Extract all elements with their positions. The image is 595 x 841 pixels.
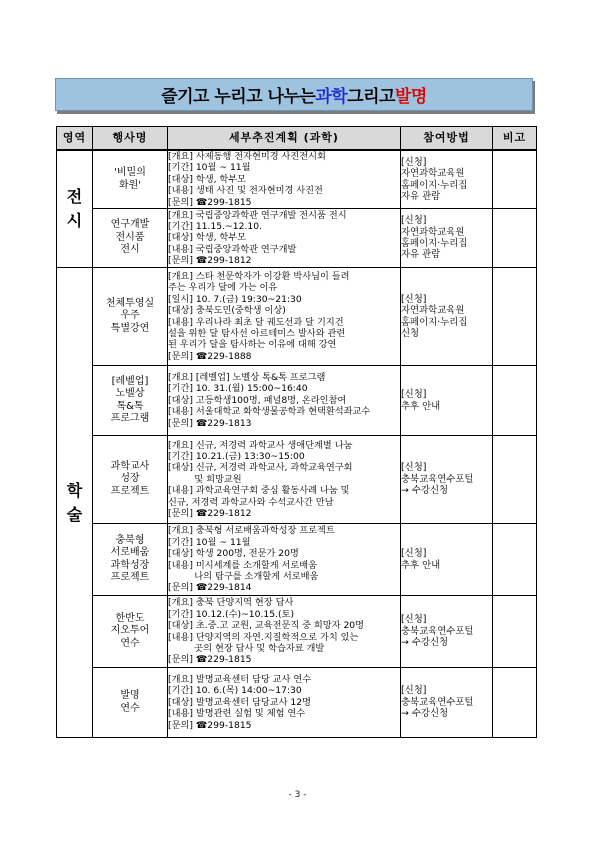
title-banner [55,78,533,111]
detail-plan-cell [168,524,401,596]
detail-line: [내용] 국립중앙과학관 연구개발 [168,243,297,255]
detail-line: 신규, 저경력 과학교사와 수석교사간 만남 [168,496,334,508]
detail-line: [개요] 발명교육센터 담당 교사 연수 [168,674,312,686]
table-row [57,436,537,524]
method-line: 신청 [401,327,420,339]
header-event-name: 행사명 [93,127,168,151]
header-participation: 참여방법 [401,127,493,151]
detail-line: 곳의 현장 답사 및 학습자료 개발 [168,642,325,654]
event-name-cell: [레벨업] 노벨상 톡&톡 프로그램 [93,366,168,436]
detail-plan-cell [168,668,401,738]
detail-line: [개요] 국립중앙과학관 연구개발 전시품 전시 [168,209,347,221]
detail-line: [개요] 충북 단양지역 현장 답사 [168,597,294,609]
detail-line: [개요] 충북형 서로배움과학성장 프로젝트 [168,525,335,537]
detail-line: [대상] 학생 200명, 전문가 20명 [168,548,299,560]
method-line: 충북교육연수포털 [401,696,474,708]
method-line: → 수강신청 [401,485,449,497]
participation-method-cell [401,150,493,209]
table-header-row [57,127,537,151]
method-line: 홈페이지·누리집 [401,238,468,250]
method-line: 홈페이지·누리집 [401,179,468,191]
method-line: 자연과학교육원 [401,305,465,317]
event-name-cell: 천체투영실 우주 특별강연 [93,268,168,366]
detail-line: [일시] 10. 7.(금) 19:30~21:30 [168,293,302,305]
detail-plan-cell [168,366,401,436]
detail-line: [문의] ☎229-1814 [168,582,252,594]
detail-line: [기간] 10. 6.(목) 14:00~17:30 [168,685,302,697]
method-line: 자연과학교육원 [401,226,465,238]
method-line: [신청] [401,462,427,474]
banner-highlight-science: 과학 [315,87,348,107]
detail-line: [내용] 단양지역의 자연.지질학적으로 가치 있는 [168,631,359,643]
detail-line: 주는 우리가 달에 가는 이유 [168,282,278,294]
participation-method-cell [401,209,493,268]
method-line: 자유 관람 [401,249,441,261]
remarks-cell [493,150,537,209]
detail-line: [문의] ☎229-1812 [168,508,252,520]
method-line: 충북교육연수포털 [401,473,474,485]
detail-line: [기간] 10. 31.(월) 15:00~16:40 [168,383,308,395]
detail-line: [문의] ☎299-1812 [168,255,252,267]
table-row [57,668,537,738]
area-cell: 학 술 [57,268,93,738]
remarks-cell [493,596,537,668]
table-row [57,524,537,596]
detail-line: [기간] 10.21.(금) 13:30~15:00 [168,451,305,463]
banner-text-1: 즐기고 누리고 나누는 [161,87,316,107]
participation-method-cell [401,268,493,366]
banner-highlight-invention: 발명 [394,87,427,107]
page-number: - 3 - [288,790,307,800]
method-line: → 수강신청 [401,708,449,720]
remarks-cell [493,268,537,366]
banner-text-2: 그리고 [347,87,395,107]
detail-line: [개요] 사제동행 전자현미경 사진전시회 [168,151,326,162]
detail-line: 및 희망교원 [168,473,242,485]
remarks-cell [493,668,537,738]
header-remarks: 비고 [493,127,537,151]
detail-line: [대상] 고등학생100명, 패널8명, 온라인참여 [168,394,347,406]
detail-line: [기간] 10.12.(수)~10.15.(토) [168,608,295,620]
event-name-cell: 한반도 지오투어 연수 [93,596,168,668]
detail-line: [내용] 생태 사진 및 전자현미경 사진전 [168,185,323,197]
detail-line: [문의] ☎229-1888 [168,350,252,362]
remarks-cell [493,524,537,596]
method-line: [신청] [401,156,427,168]
method-line: [신청] [401,389,427,401]
event-name-cell: 과학교사 성장 프로젝트 [93,436,168,524]
detail-line: 된 우리가 달을 탐사하는 이유에 대해 강연 [168,339,337,351]
method-line: 자연과학교육원 [401,168,465,180]
header-detail-plan: 세부추진계획 (과학) [168,127,401,151]
detail-line: [내용] 발명관련 실험 및 체험 연수 [168,708,306,720]
detail-line: 나의 탐구를 소개할게 서로배움 [168,570,319,582]
detail-plan-cell [168,268,401,366]
method-line: [신청] [401,215,427,227]
event-name-cell: 연구개발 전시품 전시 [93,209,168,268]
remarks-cell [493,209,537,268]
header-area: 영역 [57,127,93,151]
detail-line: [내용] 과학교육연구회 중심 활동사례 나눔 및 [168,485,350,497]
detail-line: [개요] 신규, 저경력 과학교사 생애단계별 나눔 [168,439,353,451]
detail-line: [기간] 10월 ~ 11월 [168,162,251,174]
detail-line: [개요] [레벨업] 노벨상 톡&톡 프로그램 [168,372,326,384]
area-cell: 전 시 [57,150,93,268]
detail-line: [문의] ☎299-1815 [168,719,252,731]
detail-line: [대상] 발명교육센터 담당교사 12명 [168,696,311,708]
method-line: 추후 안내 [401,400,441,412]
detail-line: [내용] 미시세계를 소개할게 서로배움 [168,559,318,571]
plan-table [56,126,537,738]
detail-plan-cell [168,596,401,668]
participation-method-cell [401,366,493,436]
detail-line: 설을 위한 달 탐사선 아르테미스 발사와 관련 [168,327,346,339]
event-name-cell: '비밀의 화원' [93,150,168,209]
event-name-cell: 충북형 서로배움 과학성장 프로젝트 [93,524,168,596]
table-row [57,268,537,366]
detail-plan-cell [168,150,401,209]
remarks-cell [493,366,537,436]
method-line: [신청] [401,685,427,697]
detail-line: [대상] 초.중.고 교원, 교육전문직 중 희망자 20명 [168,620,365,632]
table-row [57,150,537,209]
table-row [57,366,537,436]
method-line: 충북교육연수포털 [401,625,474,637]
detail-line: [문의] ☎299-1815 [168,196,252,208]
participation-method-cell [401,436,493,524]
detail-line: [내용] 서울대학교 화학생물공학과 현택환석좌교수 [168,406,371,418]
method-line: 자유 관람 [401,190,441,202]
participation-method-cell [401,524,493,596]
remarks-cell [493,436,537,524]
detail-line: [기간] 11.15.~12.10. [168,220,262,232]
detail-line: [문의] ☎229-1813 [168,417,252,429]
method-line: [신청] [401,293,427,305]
detail-plan-cell [168,436,401,524]
table-row [57,209,537,268]
method-line: [신청] [401,614,427,626]
table-row [57,596,537,668]
method-line: [신청] [401,548,427,560]
method-line: 추후 안내 [401,559,441,571]
detail-line: [내용] 우리나라 최초 달 궤도선과 달 기지건 [168,316,344,328]
detail-line: [개요] 스타 천문학자가 이강환 박사님이 들려 [168,270,350,282]
detail-plan-cell [168,209,401,268]
participation-method-cell [401,596,493,668]
detail-line: [문의] ☎229-1815 [168,654,252,666]
detail-line: [대상] 학생, 학부모 [168,232,247,244]
detail-line: [기간] 10월 ~ 11월 [168,536,251,548]
participation-method-cell [401,668,493,738]
detail-line: [대상] 신규, 저경력 과학교사, 과학교육연구회 [168,462,353,474]
detail-line: [대상] 학생, 학부모 [168,173,247,185]
detail-line: [대상] 충북도민(중학생 이상) [168,305,286,317]
method-line: → 수강신청 [401,637,449,649]
event-name-cell: 발명 연수 [93,668,168,738]
method-line: 홈페이지·누리집 [401,316,468,328]
